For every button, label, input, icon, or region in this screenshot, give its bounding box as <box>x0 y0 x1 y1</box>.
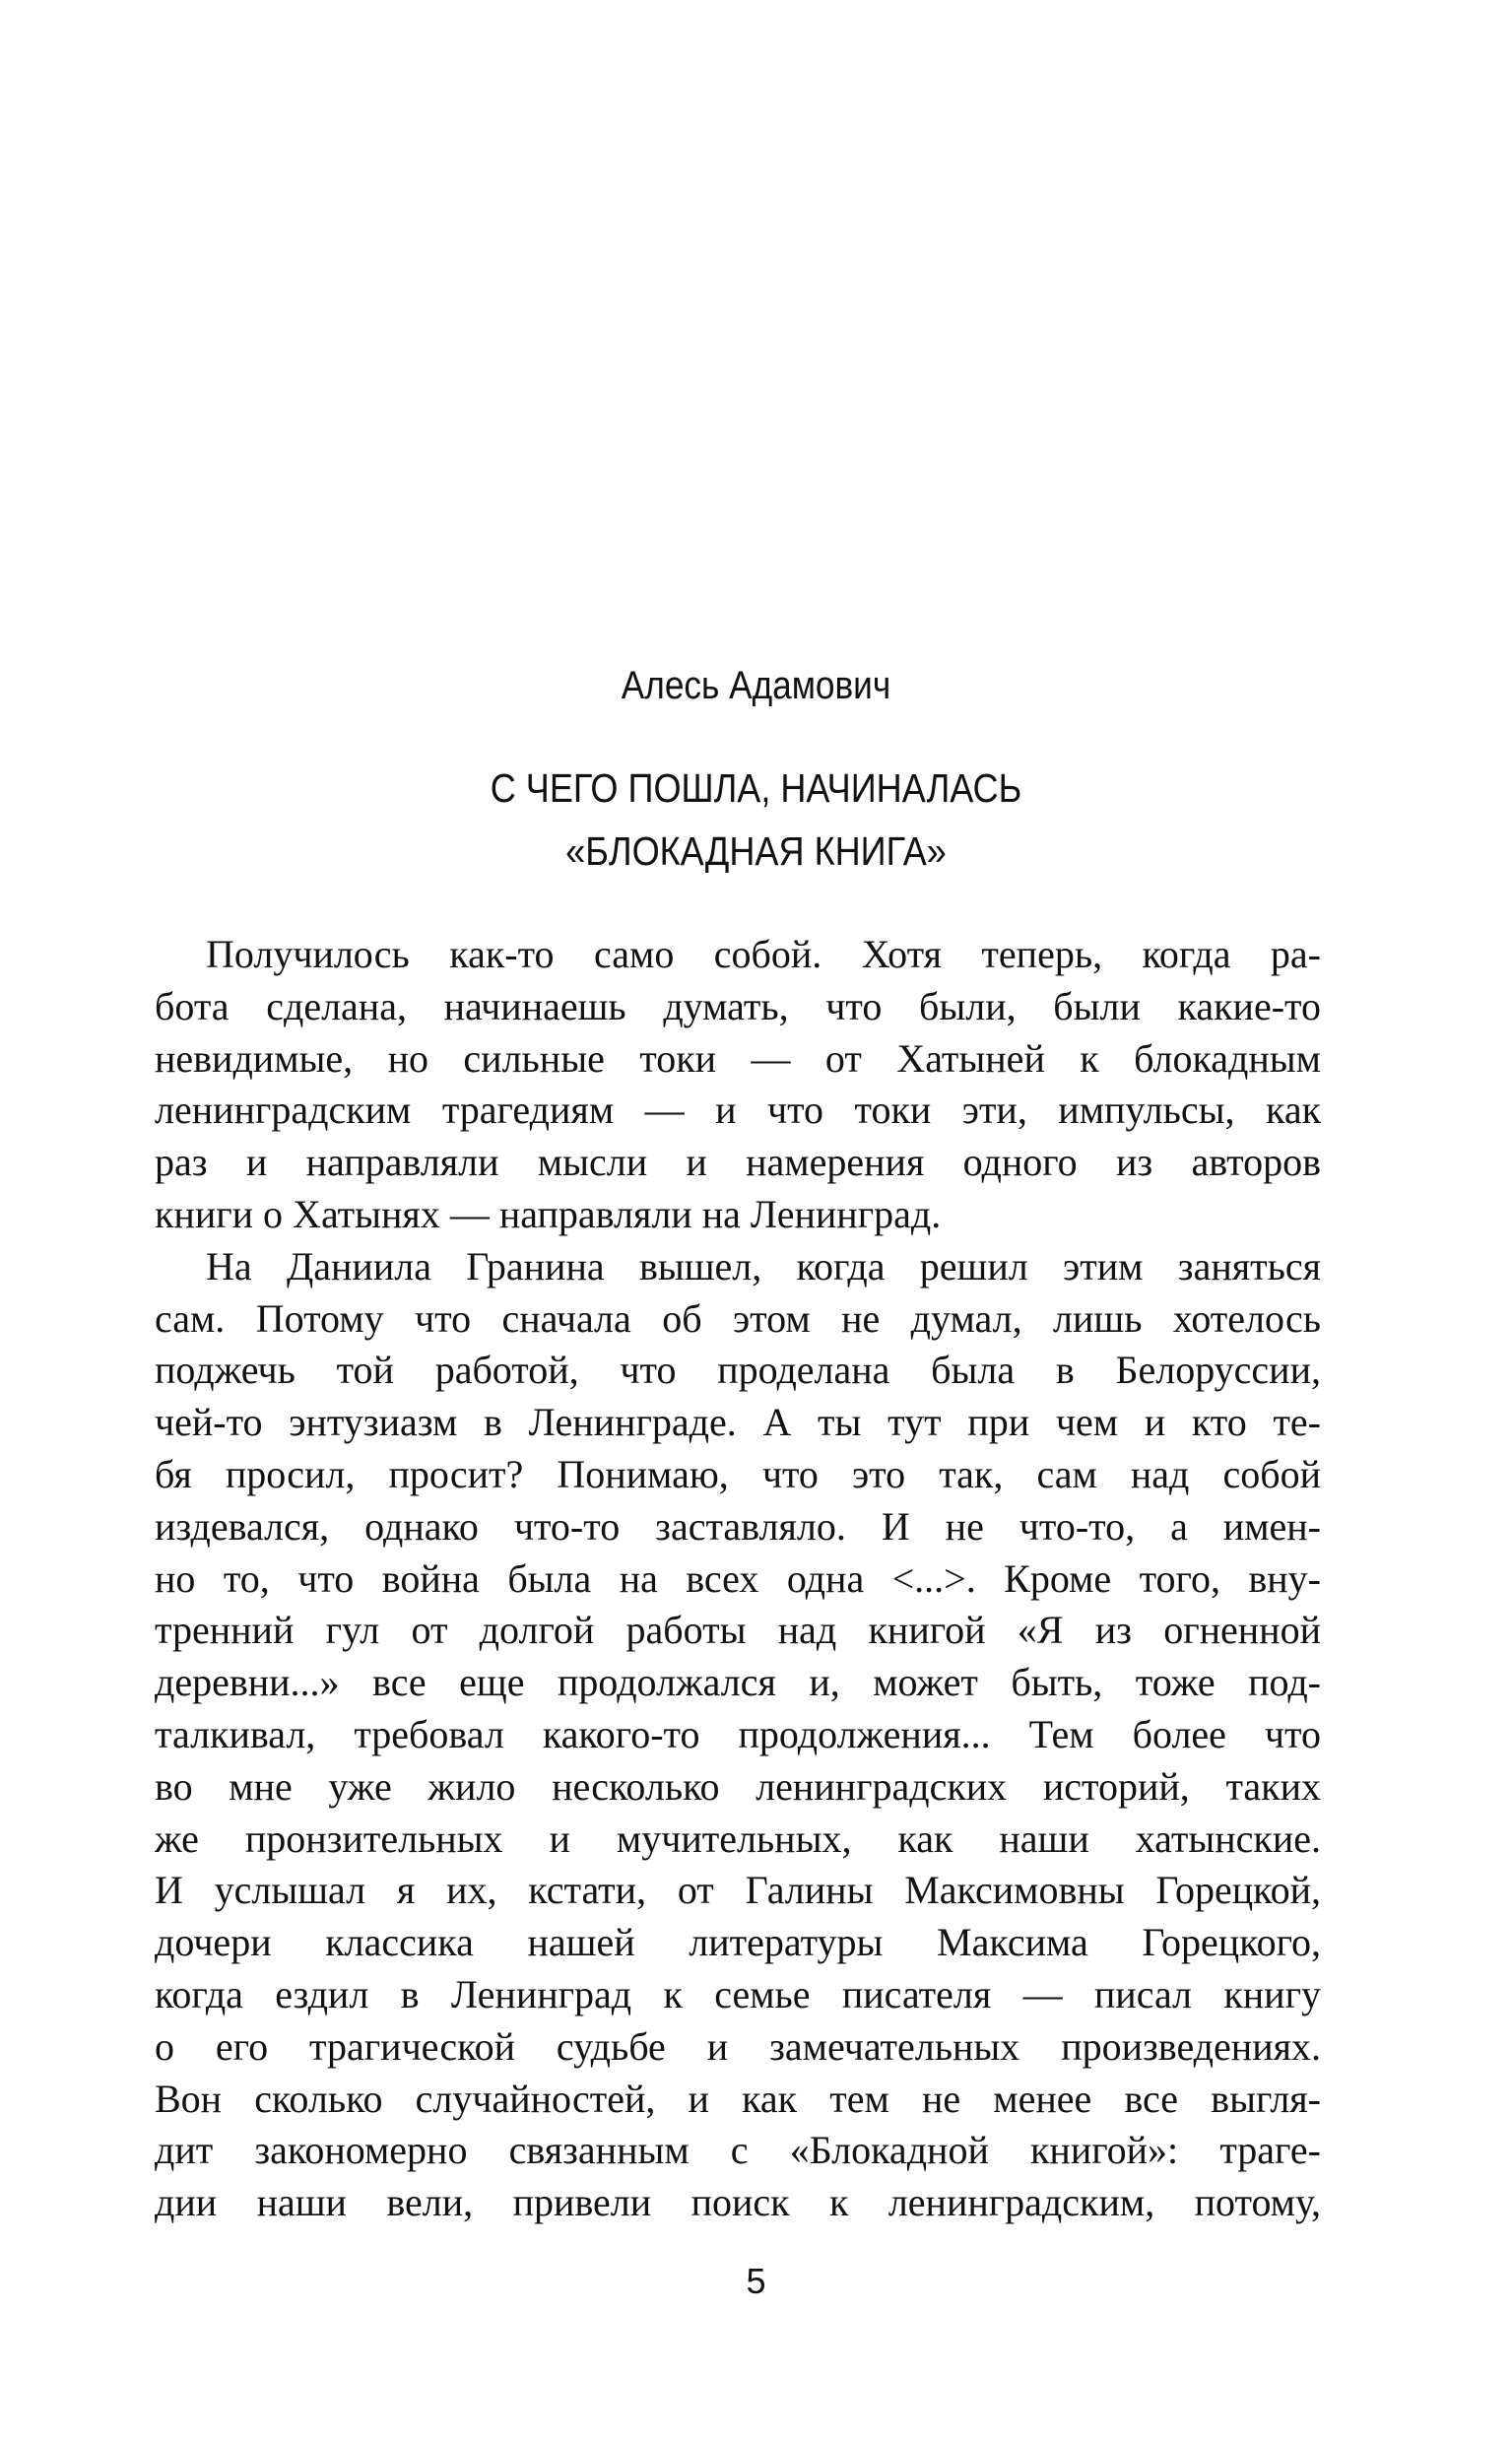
text-line: дии наши вели, привели поиск к ленинградским, потому, <box>155 2180 1321 2225</box>
paragraph <box>155 929 1321 1241</box>
text-line: раз и направляли мысли и намерения одного из авторов <box>155 1140 1321 1185</box>
chapter-title-line: С ЧЕГО ПОШЛА, НАЧИНАЛАСЬ <box>490 765 1022 811</box>
page-number: 5 <box>746 2261 766 2301</box>
chapter-title-line: «БЛОКАДНАЯ КНИГА» <box>565 828 947 874</box>
text-line: Получилось как-то само собой. Хотя теперь, когда ра- <box>206 932 1321 976</box>
paragraph <box>155 1241 1321 2229</box>
text-line: поджечь той работой, что проделана была в Белоруссии, <box>155 1348 1321 1393</box>
text-line: же пронзительных и мучительных, как наши хатынские. <box>155 1816 1321 1861</box>
text-line: бя просил, просит? Понимаю, что это так, сам над собой <box>155 1451 1321 1496</box>
text-line: тренний гул от долгой работы над книгой «Я из огненной <box>155 1608 1321 1653</box>
text-line: книги о Хатынях — направляли на Ленинград. <box>155 1191 942 1236</box>
text-line: На Даниила Гранина вышел, когда решил этим заняться <box>206 1243 1321 1288</box>
text-line: Вон сколько случайностей, и как тем не менее все выгля- <box>155 2076 1321 2121</box>
text-line: сам. Потому что сначала об этом не думал, лишь хотелось <box>155 1295 1321 1341</box>
text-line: дочери классика нашей литературы Максима Горецкого, <box>155 1920 1321 1965</box>
body-text <box>155 929 1321 2229</box>
author-name: Алесь Адамович <box>621 664 891 707</box>
text-line: ленинградским трагедиям — и что токи эти, импульсы, как <box>155 1088 1321 1133</box>
text-line: но то, что война была на всех одна <...>. Кроме того, вну- <box>155 1555 1321 1601</box>
text-line: издевался, однако что-то заставляло. И не что-то, а имен- <box>155 1503 1321 1549</box>
text-line: чей-то энтузиазм в Ленинграде. А ты тут при чем и кто те- <box>155 1400 1321 1445</box>
text-line: И услышал я их, кстати, от Галины Максимовны Горецкой, <box>155 1868 1321 1913</box>
text-line: о его трагической судьбе и замечательных произведениях. <box>155 2023 1321 2069</box>
text-line: когда ездил в Ленинград к семье писателя — писал книгу <box>155 1971 1321 2016</box>
text-line: во мне уже жило несколько ленинградских историй, таких <box>155 1763 1321 1809</box>
text-line: бота сделана, начинаешь думать, что были, были какие-то <box>155 983 1321 1028</box>
text-line: дит закономерно связанным с «Блокадной книгой»: траге- <box>155 2128 1321 2173</box>
chapter-title <box>91 757 1421 883</box>
text-line: талкивал, требовал какого-то продолжения... Тем более что <box>155 1711 1321 1756</box>
text-line: невидимые, но сильные токи — от Хатыней к блокадным <box>155 1035 1321 1081</box>
text-line: деревни...» все еще продолжался и, может быть, тоже под- <box>155 1660 1321 1705</box>
